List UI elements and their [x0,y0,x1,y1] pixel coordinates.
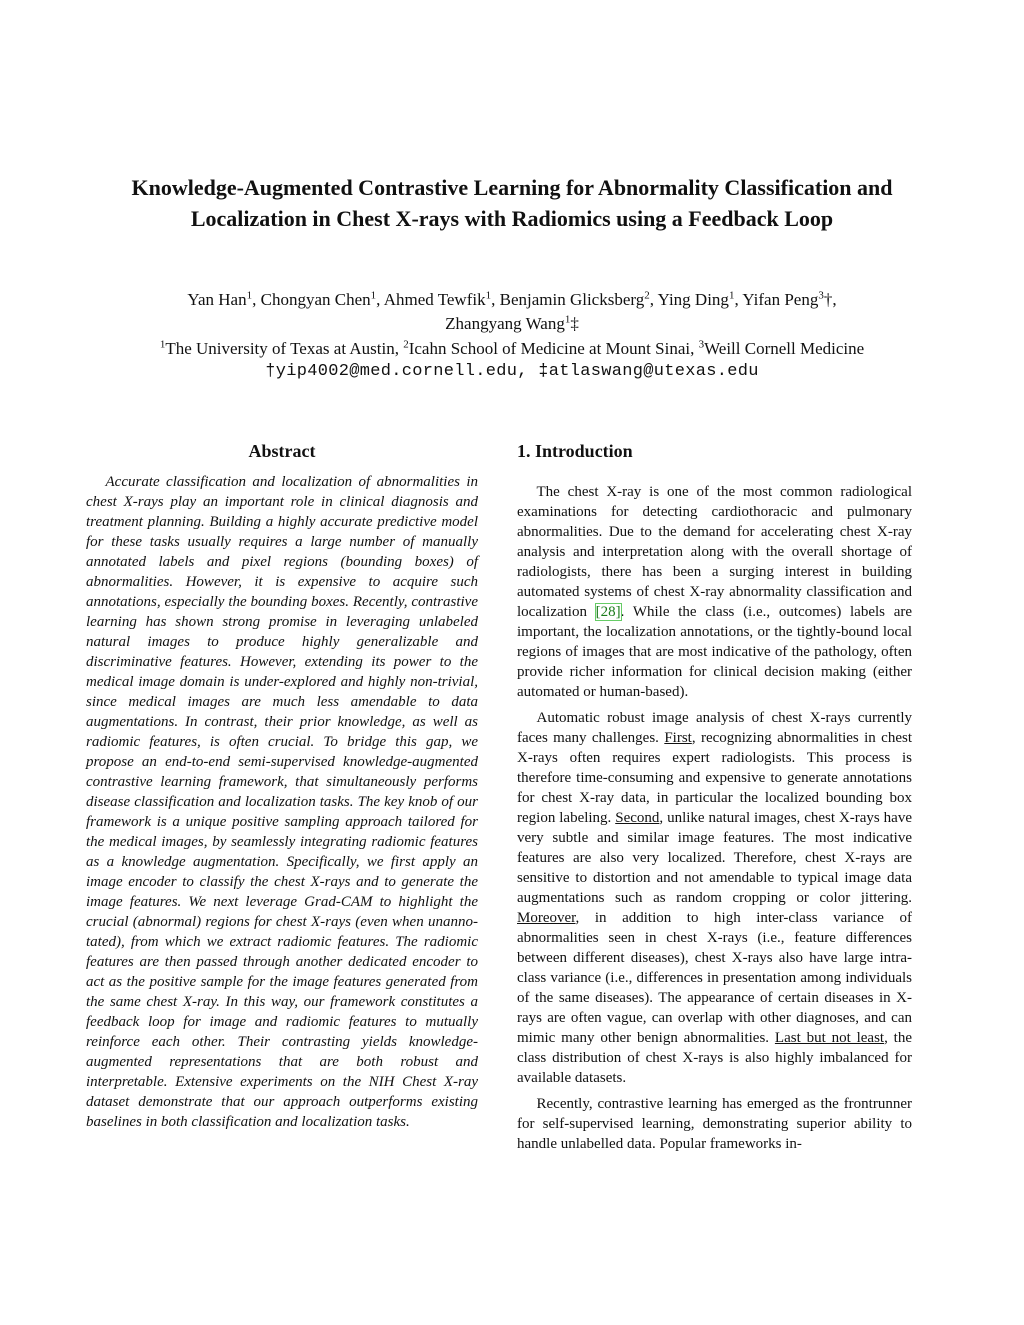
author-affil-sup: 1 [564,313,571,326]
affiliation: The University of Texas at Austin, [165,339,399,358]
affil-sup: 3 [698,338,705,351]
paper-title [40,172,984,234]
affiliation: Weill Cornell Medicine [704,339,865,358]
paragraph-text: , unlike natural images, chest X-rays have very subtle and similar image features. The most indicative features are also very localized. Therefore, chest X-rays are sensitive to distortion and not amendable to typical image data augmentations such as random cropping or color jittering. [517,810,912,906]
author-name: Ying Ding [657,290,729,309]
title-line-2: Localization in Chest X-rays with Radiomics using a Feedback Loop [190,206,834,231]
emphasis-last: Last but not least [774,1030,885,1046]
emphasis-moreover: Moreover [517,910,576,926]
intro-paragraph-3: Recently, contrastive learning has emerged as the frontrunner for self-supervised learning, demonstrating superior ability to handle unlabelled data. Popular frameworks in- [517,1096,912,1152]
emphasis-second: Second [615,810,660,826]
abstract-text: Accurate classification and localization of abnormalities in chest X-rays play an important role in clinical diagnosis and treatment planning. Building a highly accurate predictive model for these tasks usually requires a large number of manually annotated labels and pixel regions (bounding boxes) of abnormalities. However, it is expensive to acquire such annotations, especially the bounding boxes. Recently, contrastive learning has shown strong promise in leveraging unlabeled natural images to produce highly generalizable and discriminative features. However, extending its power to the medical image domain is under-explored and highly non-trivial, since medical images are much less amendable to data augmentations. In contrast, their prior knowledge, as well as radiomic features, is often crucial. To bridge this gap, we propose an end-to-end semi-supervised knowledge-augmented contrastive learning framework, that simultaneously performs disease classification and localization tasks. The key knob of our framework is a unique positive sampling approach tailored for the medical images, by seamlessly integrating radiomic features as a knowledge augmentation. Specifically, we first apply an image encoder to classify the chest X-rays and to generate the image features. We next leverage Grad-CAM to highlight the crucial (abnormal) regions for chest X-rays (even when unannotated), from which we extract radiomic features. The radiomic features are then passed through another dedicated encoder to act as the positive sample for the image features generated from the same chest X-ray. In this way, our framework constitutes a feedback loop for image and radiomic features to mutually reinforce each other. Their contrasting yields knowledge-augmented representations that are both robust and interpretable. Extensive experiments on the NIH Chest X-ray dataset demonstrate that our approach outperforms existing baselines in both classification and localization tasks. [86,474,478,1130]
author-emails[interactable]: †yip4002@med.cornell.edu, ‡atlaswang@utexas.edu [265,362,759,381]
author-name: Chongyan Chen [260,290,371,309]
author-affil-sup: 2 [644,289,650,302]
author-affil-sup: 1 [728,289,735,302]
paragraph-text: The chest X-ray is one of the most common radiological examinations for detecting cardiothoracic and pulmonary abnormalities. Due to the demand for accelerating chest X-ray analysis and interpretation along with the overall shortage of radiologists, there has been a surging interest in building automated systems of chest X-ray abnormality classification and localization [517,484,912,620]
abstract-heading: Abstract [248,441,316,461]
author-name: Benjamin Glicksberg [499,290,645,309]
author-affil-sup: 1 [246,289,253,302]
author-name: Zhangyang Wang [445,314,565,333]
author-name: Ahmed Tewfik [383,290,486,309]
introduction-heading: 1. Introduction [517,441,633,461]
author-affil-sup: 1 [485,289,492,302]
intro-paragraph-2 [517,708,912,1088]
affiliation: Icahn School of Medicine at Mount Sinai, [408,339,695,358]
paragraph-text: , the class distribution of chest X-rays is also highly imbalanced for available datasets. [517,1030,912,1086]
affil-sup: 2 [403,338,409,351]
author-affil-sup: 1 [370,289,377,302]
introduction-body [517,482,912,1160]
paragraph-text: . While the class (i.e., outcomes) labels are important, the localization annotations, or the tightly-bound local regions of images that are most indicative of the pathology, often provide richer information for clinical decision making (either automated or human-based). [517,604,913,700]
author-affil-sup: 3 [818,289,824,302]
paragraph-text: , recognizing abnormalities in chest X-rays often requires expert radiologists. This process is therefore time-consuming and expensive to generate annotations for chest X-ray data, in particular the localized bounding box region labeling. [517,730,913,826]
title-line-1: Knowledge-Augmented Contrastive Learning for Abnormality Classification and [131,175,893,200]
emphasis-first: First [664,730,692,746]
author-name: Yifan Peng [742,290,819,309]
paragraph-text: , in addition to high inter-class variance of abnormalities seen in chest X-rays (i.e., feature differences between different diseases), chest X-rays also have large intra-class variance (i.e., differences in presentation among individuals of the same diseases). The appearance of certain diseases in X-rays are often vague, can overlap with other diagnoses, and can mimic many other benign abnormalities. [517,910,912,1046]
author-list: Yan Han$^1$, Chongyan Chen$^1$, Ahmed Tewfik$^1$, Benjamin Glicksberg$^2$, Ying Ding$^1$, Yifan Peng$^3$†, Zhangyang Wang$^1$‡ [187,289,837,333]
intro-paragraph-1 [517,482,912,702]
corresponding-mark: † [823,290,833,309]
affiliations [30,337,994,361]
paragraph-text: Automatic robust image analysis of chest X-rays currently faces many challenges. [517,710,912,746]
affil-sup: 1 [159,338,166,351]
citation-link[interactable]: [28] [595,604,621,620]
corresponding-mark: ‡ [570,314,579,333]
author-name: Yan Han [187,290,247,309]
